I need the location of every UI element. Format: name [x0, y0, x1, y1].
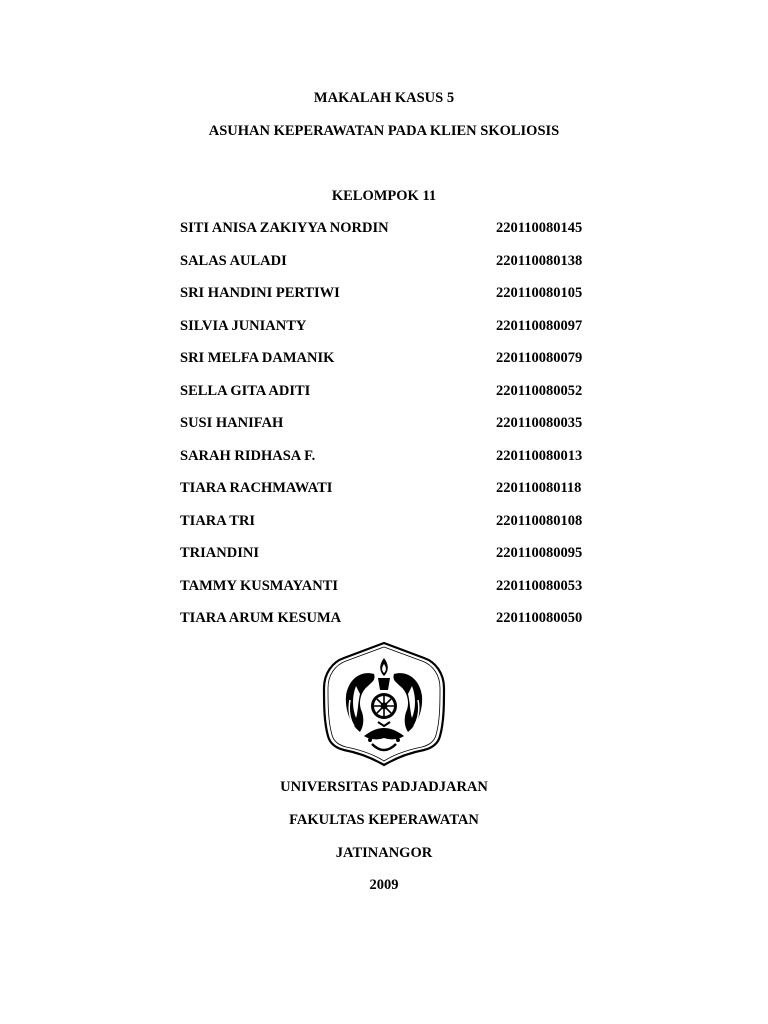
member-row — [180, 284, 600, 317]
document-subtitle: ASUHAN KEPERAWATAN PADA KLIEN SKOLIOSIS — [208, 123, 560, 139]
member-row — [180, 349, 600, 382]
member-id: 220110080050 — [496, 610, 583, 626]
faculty-name: FAKULTAS KEPERAWATAN — [289, 812, 479, 828]
member-name: SRI HANDINI PERTIWI — [180, 285, 340, 301]
member-name: SELLA GITA ADITI — [180, 382, 311, 399]
member-name: TAMMY KUSMAYANTI — [180, 577, 339, 594]
member-row — [180, 512, 600, 545]
member-name: SALAS AULADI — [180, 252, 287, 269]
member-name: SUSI HANIFAH — [180, 415, 284, 431]
member-row — [180, 382, 600, 415]
member-row — [180, 219, 600, 252]
university-emblem-icon — [320, 640, 448, 768]
member-row — [180, 414, 600, 447]
member-name: SRI MELFA DAMANIK — [180, 350, 335, 366]
member-row — [180, 447, 600, 480]
city-name: JATINANGOR — [335, 845, 433, 861]
member-list — [180, 219, 600, 642]
member-row — [180, 577, 600, 610]
member-name: SITI ANISA ZAKIYYA NORDIN — [180, 220, 389, 236]
member-id: 220110080118 — [496, 480, 582, 496]
member-name: TRIANDINI — [180, 545, 259, 561]
member-id: 220110080079 — [496, 350, 583, 366]
member-row — [180, 479, 600, 512]
member-name: TIARA ARUM KESUMA — [180, 610, 342, 626]
member-id: 220110080052 — [496, 382, 583, 399]
member-row — [180, 544, 600, 577]
document-year: 2009 — [369, 877, 399, 893]
member-row — [180, 252, 600, 285]
member-id: 220110080097 — [496, 317, 583, 334]
member-id: 220110080035 — [496, 415, 583, 431]
member-name: SILVIA JUNIANTY — [180, 317, 307, 334]
member-name: TIARA TRI — [180, 512, 256, 529]
member-id: 220110080138 — [496, 252, 583, 269]
university-name: UNIVERSITAS PADJADJARAN — [280, 779, 488, 795]
member-id: 220110080145 — [496, 220, 583, 236]
group-heading: KELOMPOK 11 — [331, 188, 437, 204]
member-id: 220110080013 — [496, 447, 583, 464]
member-row — [180, 609, 600, 642]
document-title: MAKALAH KASUS 5 — [313, 90, 455, 106]
member-name: SARAH RIDHASA F. — [180, 447, 316, 464]
member-id: 220110080108 — [496, 512, 583, 529]
member-id: 220110080053 — [496, 577, 583, 594]
member-id: 220110080095 — [496, 545, 583, 561]
member-row — [180, 317, 600, 350]
member-id: 220110080105 — [496, 285, 583, 301]
member-name: TIARA RACHMAWATI — [180, 480, 333, 496]
